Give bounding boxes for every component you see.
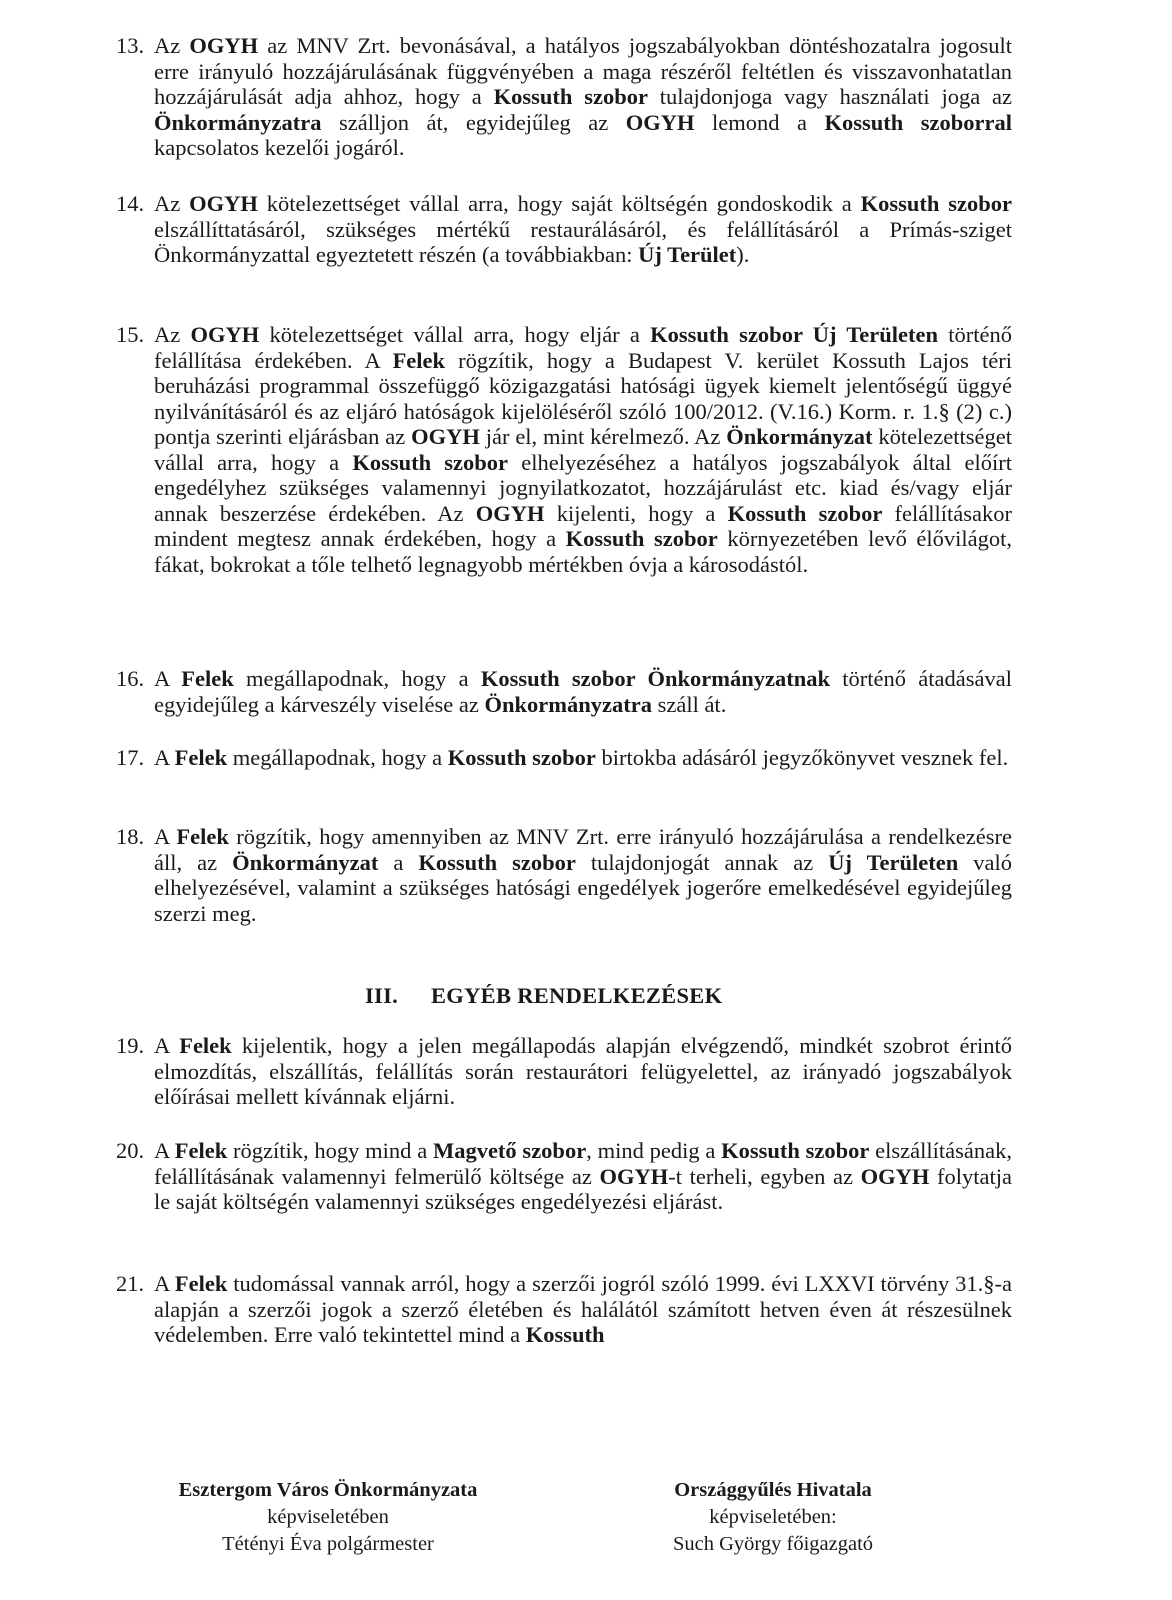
bold-term: Felek <box>174 1138 228 1163</box>
bold-term: OGYH <box>625 109 695 135</box>
text-run: szálljon át, egyidejűleg az <box>321 109 626 135</box>
clause-text <box>154 666 1012 717</box>
text-run: rögzítik, hogy amennyiben az MNV Zrt. erre irányuló hozzájárulása a rendelkezésre áll, az <box>154 824 1012 875</box>
clause-number: 21. <box>116 1271 145 1296</box>
bold-term: OGYH <box>189 33 259 58</box>
text-run: az MNV Zrt. bevonásával, a hatályos jogszabályokban döntéshozatalra jogosult erre irányuló hozzájárulásának függvényében a maga részéről feltétlen és visszavonhatatlan hozzájárulását adja ahhoz, hogy a <box>154 33 1012 109</box>
text-run: ). <box>736 242 750 267</box>
clause-15 <box>116 322 1012 577</box>
bold-term: Kossuth szobor Önkormányzatnak <box>480 666 831 691</box>
bold-term: Felek <box>179 1033 232 1058</box>
text-run: kötelezettséget vállal arra, hogy saját költségén gondoskodik a <box>257 191 861 216</box>
section-heading <box>365 983 722 1009</box>
signatory-organization: Esztergom Város Önkormányzata <box>178 1479 478 1501</box>
bold-term: OGYH <box>475 500 545 526</box>
clause-number: 15. <box>116 322 145 347</box>
clause-number: 18. <box>116 824 145 849</box>
text-run: kijelenti, hogy a <box>544 500 728 526</box>
clause-number: 17. <box>116 745 145 770</box>
signatory-name: Such György főigazgató <box>672 1533 874 1555</box>
text-run: jár el, mint kérelmező. Az <box>479 424 727 449</box>
clause-14 <box>116 191 1012 268</box>
text-run: való elhelyezésével, valamint a szükséges hatósági engedélyek jogerőre emelkedésével egyidejűleg szerzi meg. <box>154 849 1012 926</box>
text-run: történő átadásával egyidejűleg a kárveszély viselése az <box>154 666 1012 717</box>
clause-text <box>154 824 1012 926</box>
text-run: kötelezettséget vállal arra, hogy eljár a <box>259 322 651 347</box>
bold-term: Kossuth szobor <box>447 745 596 770</box>
bold-term: Felek <box>176 824 229 849</box>
text-run: száll át. <box>651 691 727 717</box>
bold-term: Önkormányzat <box>726 424 873 449</box>
text-run: A <box>154 1033 180 1058</box>
text-run: birtokba adásáról jegyzőkönyvet vesznek fel. <box>595 745 1009 770</box>
clause-text <box>154 1271 1012 1348</box>
text-run: tudomással vannak arról, hogy a szerzői jogról szóló 1999. évi LXXVI törvény 31.§-a alapján a szerzői jogok a szerző életében és halálától számított hetven éven át részesülnek védelemben. Erre való tekintettel mind a <box>154 1271 1012 1347</box>
signature-block-right <box>563 1477 983 1558</box>
clause-text <box>154 322 1012 577</box>
bold-term: Kossuth szobor <box>418 849 576 875</box>
bold-term: OGYH <box>860 1163 930 1189</box>
bold-term: OGYH <box>599 1163 669 1189</box>
text-run: elszállításának, felállításának valamennyi felmerülő költsége az <box>154 1138 1012 1189</box>
signatory-role: képviseletében <box>267 1506 389 1528</box>
text-run: kötelezettséget vállal arra, hogy a <box>154 424 1012 475</box>
bold-term: OGYH <box>190 322 260 347</box>
text-run: A <box>154 824 177 849</box>
text-run: , mind pedig a <box>586 1138 722 1163</box>
text-run: kijelentik, hogy a jelen megállapodás alapján elvégzendő, mindkét szobrot érintő elmozdítás, elszállítás, felállítás során restaurátori felügyelettel, az irányadó jogszabályok előírásai mellett kívánnak eljárni. <box>154 1033 1013 1109</box>
section-number: III. <box>365 983 399 1008</box>
signatory-name: Tétényi Éva polgármester <box>222 1533 434 1555</box>
bold-term: OGYH <box>189 191 258 216</box>
clause-16 <box>116 666 1012 717</box>
bold-term: Önkormányzat <box>232 849 379 875</box>
clause-13 <box>116 33 1012 161</box>
clause-19 <box>116 1033 1012 1110</box>
clause-number: 13. <box>116 33 145 58</box>
text-run: tulajdonjoga vagy használati joga az <box>647 84 1012 109</box>
text-run: lemond a <box>694 109 825 135</box>
bold-term: Kossuth <box>525 1322 605 1347</box>
signature-block-left <box>118 1477 538 1558</box>
bold-term: Kossuth szobor <box>565 526 718 551</box>
clause-21 <box>116 1271 1012 1348</box>
bold-term: Kossuth szobor <box>721 1138 870 1163</box>
bold-term: Kossuth szobor <box>727 500 883 526</box>
clause-17 <box>116 745 1012 771</box>
text-run: rögzítik, hogy a Budapest V. kerület Kossuth Lajos téri beruházási programmal összefüggő közigazgatási hatósági ügyek kiemelt jelentőségű üggyé nyilvánításáról és az eljáró hatóságok kijelöléséről szóló 100/2012. (V.16.) Korm. r. 1.§ (2) c.) pontja szerinti eljárásban az <box>154 347 1012 449</box>
bold-term: Felek <box>174 745 228 770</box>
clause-18 <box>116 824 1012 926</box>
text-run: folytatja le saját költségén valamennyi szükséges engedélyezési eljárást. <box>154 1163 1012 1214</box>
bold-term: Felek <box>181 666 234 691</box>
text-run: felállításakor mindent megtesz annak érdekében, hogy a <box>154 500 1012 551</box>
bold-term: Magvető szobor <box>432 1138 587 1163</box>
text-run: kapcsolatos kezelői jogáról. <box>154 135 405 160</box>
text-run: -t terheli, egyben az <box>668 1163 861 1189</box>
bold-term: Kossuth szobor Új Területen <box>650 322 938 347</box>
text-run: rögzítik, hogy mind a <box>227 1138 433 1163</box>
text-run: történő felállítása érdekében. A <box>154 322 1012 373</box>
bold-term: Kossuth szobor <box>493 84 648 109</box>
text-run: Az <box>154 191 190 216</box>
bold-term: Felek <box>174 1271 228 1296</box>
text-run: A <box>154 1271 175 1296</box>
clause-number: 20. <box>116 1138 145 1163</box>
clause-number: 14. <box>116 191 145 216</box>
clause-20 <box>116 1138 1012 1215</box>
text-run: A <box>154 745 175 770</box>
text-run: tulajdonjogát annak az <box>575 849 829 875</box>
bold-term: Önkormányzatra <box>484 691 652 717</box>
bold-term: Kossuth szobor <box>352 449 509 475</box>
bold-term: Új Terület <box>638 242 737 267</box>
bold-term: Kossuth szoborral <box>824 109 1012 135</box>
bold-term: Új Területen <box>828 849 959 875</box>
clause-text <box>154 745 1012 771</box>
text-run: Az <box>154 33 190 58</box>
signatory-role: képviseletében: <box>709 1506 837 1528</box>
text-run: megállapodnak, hogy a <box>227 745 448 770</box>
text-run: környezetében levő élővilágot, fákat, bokrokat a tőle telhető legnagyobb mértékben óvja a károsodástól. <box>154 526 1012 577</box>
clause-number: 19. <box>116 1033 145 1058</box>
text-run: a <box>378 849 419 875</box>
clause-text <box>154 1033 1012 1110</box>
clause-text <box>154 33 1012 161</box>
text-run: elszállíttatásáról, szükséges mértékű restaurálásáról, és felállításáról a Prímás-sziget Önkormányzattal egyeztetett részén (a továbbiakban: <box>154 216 1012 267</box>
clause-number: 16. <box>116 666 145 691</box>
clause-text <box>154 191 1012 268</box>
text-run: Az <box>154 322 191 347</box>
text-run: A <box>154 1138 175 1163</box>
bold-term: Önkormányzatra <box>154 109 322 135</box>
signatory-organization: Országgyűlés Hivatala <box>674 1479 872 1501</box>
text-run: megállapodnak, hogy a <box>233 666 481 691</box>
section-title: EGYÉB RENDELKEZÉSEK <box>431 983 723 1008</box>
text-run: elhelyezéséhez a hatályos jogszabályok által előírt engedélyhez szükséges valamennyi jognyilatkozatot, hozzájárulást etc. kiad és/vagy eljár annak beszerzése érdekében. Az <box>154 449 1012 526</box>
text-run: A <box>154 666 182 691</box>
bold-term: OGYH <box>411 424 480 449</box>
bold-term: Kossuth szobor <box>860 191 1012 216</box>
bold-term: Felek <box>392 347 446 373</box>
clause-text <box>154 1138 1012 1215</box>
